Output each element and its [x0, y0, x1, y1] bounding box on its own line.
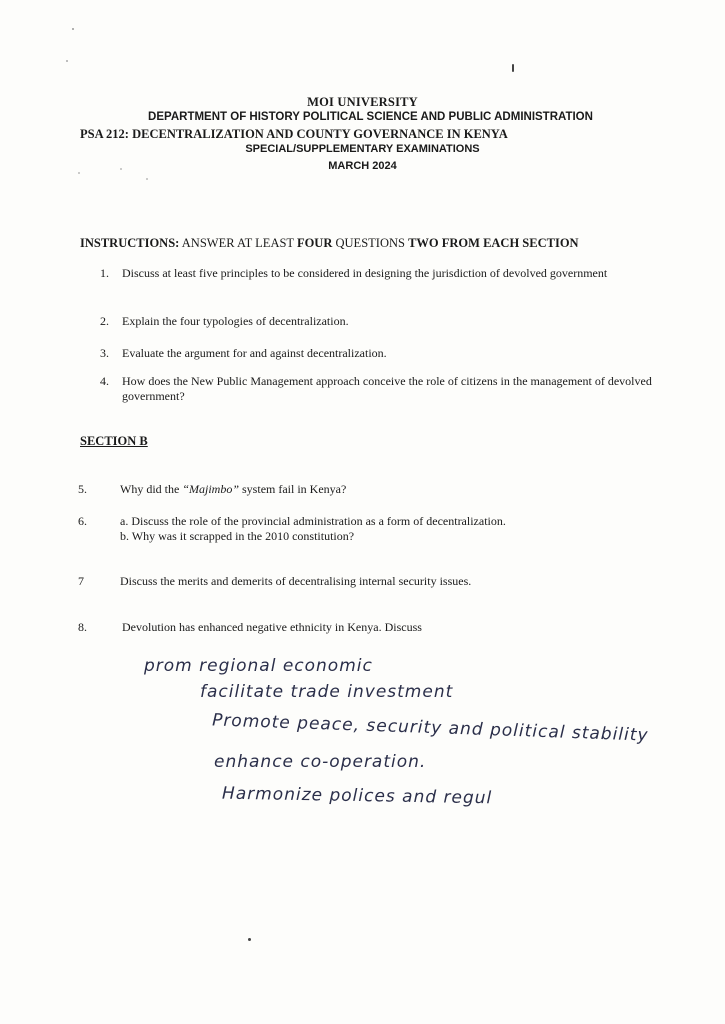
question-text: How does the New Public Management approach conceive the role of citizens in the management of devolved government?: [122, 374, 652, 403]
scan-speck: [78, 172, 80, 174]
question-number: 5.: [78, 482, 87, 496]
exam-type: SPECIAL/SUPPLEMENTARY EXAMINATIONS: [245, 143, 480, 155]
question-text: [120, 482, 660, 497]
majimbo-term: “Majimbo”: [182, 482, 240, 496]
instructions-text-2: QUESTIONS: [332, 236, 409, 250]
scan-speck: [146, 178, 148, 180]
question-part-a: a. Discuss the role of the provincial administration as a form of decentralization.: [120, 514, 506, 528]
instructions-text-1: ANSWER AT LEAST: [179, 236, 297, 250]
scan-speck: [72, 28, 74, 30]
ink-mark: [512, 64, 514, 72]
question-text: Devolution has enhanced negative ethnicity in Kenya. Discuss: [122, 620, 422, 634]
exam-date: MARCH 2024: [328, 160, 397, 172]
scan-speck: [120, 168, 122, 170]
university-name: MOI UNIVERSITY: [307, 95, 418, 109]
ink-dot: [248, 938, 251, 941]
handwritten-note-line: facilitate trade investment: [200, 682, 454, 702]
question-number: 8.: [78, 620, 87, 634]
question-number: 7: [78, 574, 84, 588]
question-text-post: system fail in Kenya?: [239, 482, 347, 496]
question-number: 3.: [100, 346, 109, 360]
instructions-label: INSTRUCTIONS:: [80, 236, 180, 250]
handwritten-note-line: enhance co-operation.: [214, 752, 427, 772]
handwritten-note-line: Harmonize polices and regul: [221, 783, 493, 809]
question-text: [120, 514, 660, 544]
question-text: Discuss the merits and demerits of decentralising internal security issues.: [120, 574, 472, 588]
question-number: 6.: [78, 514, 87, 528]
department-name: DEPARTMENT OF HISTORY POLITICAL SCIENCE AND PUBLIC ADMINISTRATION: [148, 111, 593, 123]
instructions-bold-2: TWO FROM EACH SECTION: [408, 236, 579, 250]
section-b-title: SECTION B: [80, 434, 148, 448]
handwritten-note-line: prom regional economic: [144, 656, 373, 676]
course-title: PSA 212: DECENTRALIZATION AND COUNTY GOVERNANCE IN KENYA: [80, 127, 508, 141]
question-text: Explain the four typologies of decentralization.: [122, 314, 349, 328]
question-text: Evaluate the argument for and against decentralization.: [122, 346, 387, 360]
question-number: 2.: [100, 314, 109, 328]
question-part-b: b. Why was it scrapped in the 2010 constitution?: [120, 529, 355, 543]
question-text: Discuss at least five principles to be considered in designing the jurisdiction of devolved government: [122, 266, 608, 280]
question-text-pre: Why did the: [120, 482, 183, 496]
instructions: [80, 236, 579, 251]
instructions-bold-1: FOUR: [296, 236, 333, 250]
handwritten-note-line: Promote peace, security and political stability: [211, 710, 649, 746]
question-number: 4.: [100, 374, 109, 388]
scan-speck: [66, 60, 68, 62]
question-number: 1.: [100, 266, 109, 280]
